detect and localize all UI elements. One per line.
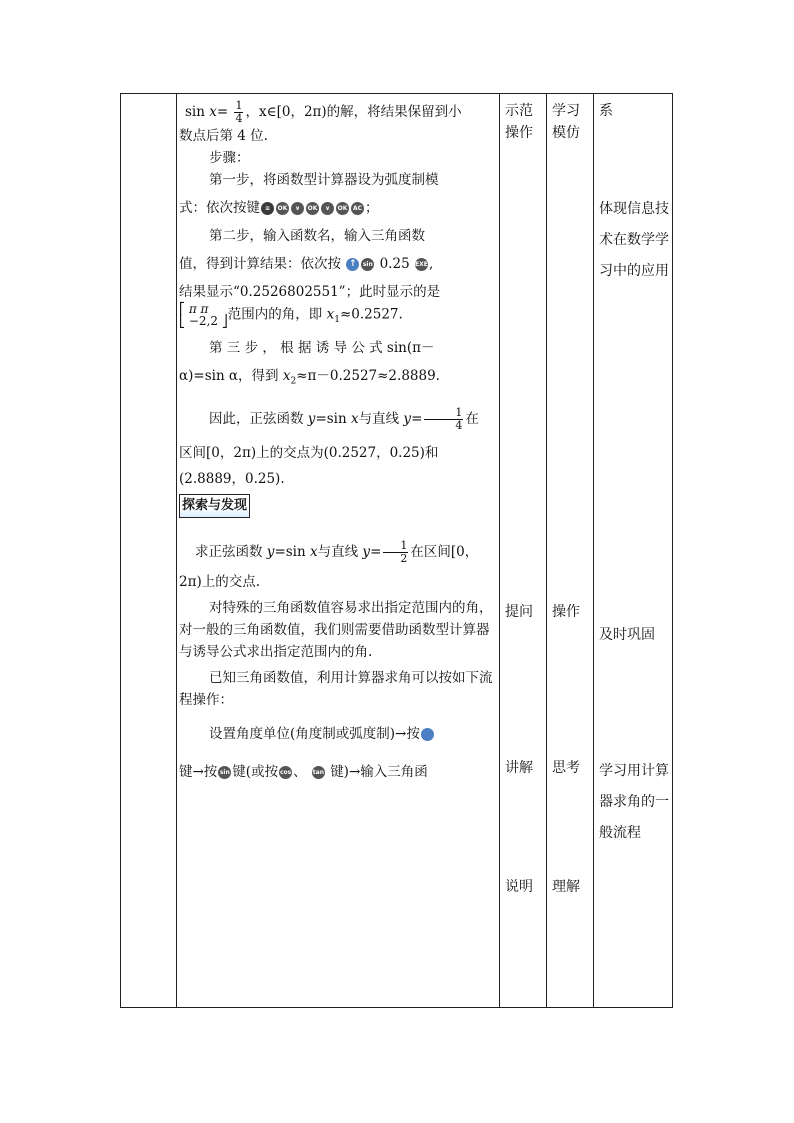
equals-sin: =sin: [274, 543, 306, 560]
ac-key-icon: AC: [351, 202, 364, 215]
step3-text: 第 三 步 ， 根 据 诱 导 公 式 sin(π－: [209, 340, 435, 357]
frac-den: 4: [455, 418, 463, 432]
comma: ,: [428, 256, 434, 272]
var-x1: x: [326, 306, 335, 323]
var-y: y: [266, 543, 275, 560]
problem-text: x∈[0，2π)的解，将结果保留到小: [258, 104, 462, 120]
equals: =: [370, 543, 382, 560]
student-activity-think: 思考: [552, 760, 580, 776]
teacher-activity-ask: 提问: [505, 604, 533, 620]
equals-sin: =sin: [315, 410, 347, 427]
equals: =: [411, 410, 423, 427]
column-divider: [176, 94, 177, 1007]
sin-key-icon: sin: [361, 258, 374, 271]
conclusion-text-4: 区间[0，2π)上的交点为(0.2527，0.25)和: [179, 444, 439, 461]
question-text-4: 2π)上的交点.: [179, 573, 261, 590]
conclusion-text: 因此，正弦函数: [209, 410, 304, 427]
conclusion-text-3: 在: [465, 410, 479, 427]
subscript: 1: [334, 315, 340, 326]
shift-key-icon: ↑: [346, 258, 359, 271]
interval-top: π π: [188, 302, 209, 316]
frac-num: 1: [424, 407, 463, 420]
step2-text: 第二步，输入函数名，输入三角函数: [209, 228, 425, 244]
var-y: y: [362, 543, 371, 560]
question-text-2: 与直线: [317, 543, 359, 560]
fraction-one-quarter: [424, 407, 463, 432]
semicolon: ；: [365, 200, 379, 216]
interval-bottom: −2,2: [188, 314, 218, 328]
section-heading: 探索与发现: [179, 494, 250, 518]
ok-key-icon: OK: [306, 202, 319, 215]
teaching-content: [179, 100, 497, 783]
purpose-it-application: 体现信息技术在数学学习中的应用: [599, 201, 669, 279]
exe-key-icon: EXE: [415, 258, 428, 271]
comma: ，: [245, 104, 259, 120]
flow-intro-paragraph: 已知三角函数值，利用计算器求角可以按如下流程操作：: [179, 669, 493, 708]
down-key-icon: ∨: [291, 202, 304, 215]
down-key-icon: ∨: [321, 202, 334, 215]
column-divider: [499, 94, 500, 1007]
conclusion-text-5: (2.8889，0.25).: [179, 470, 285, 487]
column-divider: [593, 94, 594, 1007]
var-x2: x: [282, 368, 291, 385]
equals: =: [216, 104, 229, 120]
steps-label: 步骤：: [209, 150, 250, 166]
var-y: y: [307, 410, 316, 427]
explanation-paragraph: 对特殊的三角函数值容易求出指定范围内的角，对一般的三角函数值，我们则需要借助函数型计算器与诱导公式求出指定范围内的角.: [179, 599, 493, 660]
step1-text: 第一步，将函数型计算器设为弧度制模: [209, 172, 439, 188]
result-text: 结果显示“0.2526802551”；此时显示的是: [179, 284, 441, 300]
step2-text-2: 值，得到计算结果：依次按: [179, 256, 341, 272]
conclusion-text-2: 与直线: [358, 410, 400, 427]
student-activity-imitate: 学习 模仿: [552, 103, 580, 141]
x2-value: ≈π－0.2527≈2.8889.: [296, 368, 440, 385]
var-x: x: [351, 410, 359, 427]
shift-key-icon: ↑: [421, 728, 434, 741]
flow-text-2: 键→按: [179, 763, 218, 780]
step3-text-2: α)=sin α，得到: [179, 368, 279, 385]
tan-key-icon: tan: [312, 766, 325, 779]
var-x: x: [310, 543, 318, 560]
ok-key-icon: OK: [276, 202, 289, 215]
cos-key-icon: cos: [279, 766, 292, 779]
flow-text: 设置角度单位(角度制或弧度制)→按: [209, 725, 420, 742]
subscript: 2: [290, 376, 297, 387]
purpose-consolidate: 及时巩固: [599, 627, 655, 643]
flow-text-3: 键(或按: [232, 763, 279, 780]
sin-text: sin: [185, 104, 205, 120]
teacher-activity-note: 说明: [505, 879, 533, 895]
question-text: 求正弦函数: [195, 543, 263, 560]
ok-key-icon: OK: [336, 202, 349, 215]
interval-bracket: ⎡ π π ⎣ −2,2 ⎦: [179, 302, 228, 328]
problem-text-2: 数点后第 4 位.: [179, 128, 268, 144]
var-y: y: [403, 410, 412, 427]
student-activity-operate: 操作: [552, 604, 580, 620]
separator: 、: [293, 763, 307, 780]
result-text-2: 范围内的角，即: [227, 306, 323, 323]
menu-key-icon: ≡: [261, 202, 274, 215]
x1-value: ≈0.2527.: [339, 306, 403, 323]
var-x: x: [209, 104, 217, 120]
frac-den: 2: [400, 551, 408, 565]
student-activity-understand: 理解: [552, 879, 580, 895]
teacher-activity-demo: 示范 操作: [505, 103, 533, 141]
step1-text-2: 式：依次按键: [179, 200, 260, 216]
frac-den: 4: [235, 112, 243, 125]
question-text-3: 在区间[0，: [410, 543, 479, 560]
lesson-table: [120, 93, 673, 1008]
fraction-one-half: [383, 540, 408, 565]
sin-key-icon: sin: [218, 766, 231, 779]
purpose-flow: 学习用计算器求角的一般流程: [599, 763, 669, 841]
flow-text-4: 键)→输入三角函: [330, 763, 428, 780]
purpose-fragment: 系: [599, 103, 613, 119]
frac-num: 1: [383, 540, 408, 553]
frac-num: 1: [235, 99, 243, 112]
teacher-activity-explain: 讲解: [505, 760, 533, 776]
fraction-one-quarter: [234, 100, 243, 125]
input-value: 0.25: [379, 256, 410, 272]
column-divider: [546, 94, 547, 1007]
